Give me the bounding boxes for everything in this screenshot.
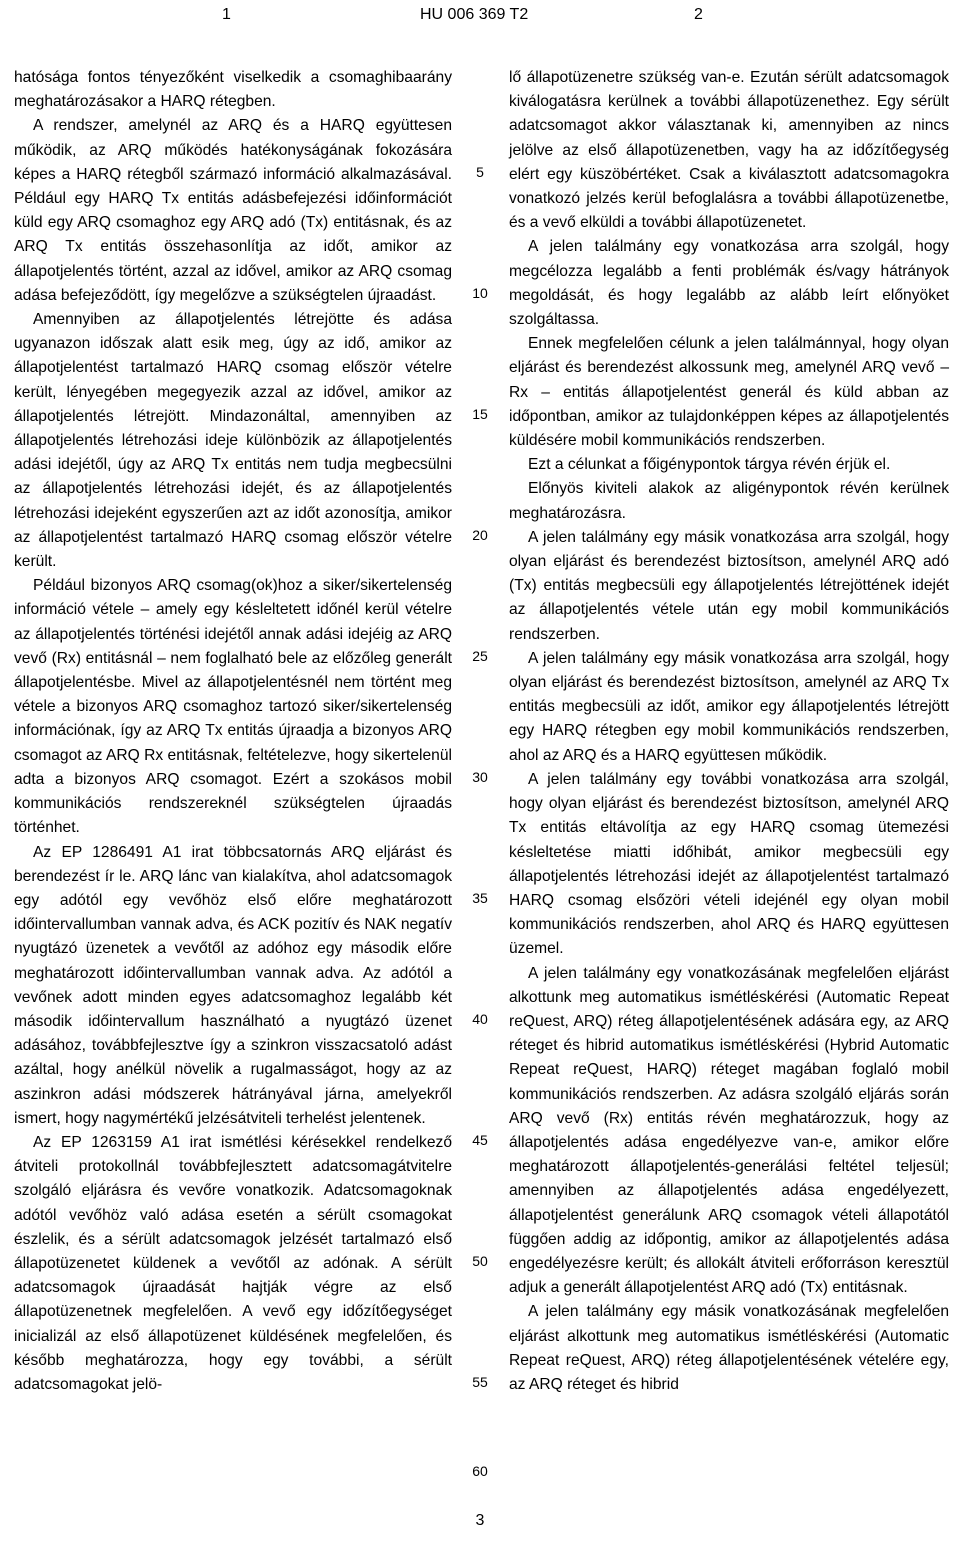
- paragraph: A jelen találmány egy másik vonatkozásának megfelelően eljárást alkottunk meg automatikus ismétléskérési (Automatic Repeat reQuest, ARQ) réteg állapotjelentésének vételére egy, az ARQ réteget és hibrid: [509, 1303, 949, 1393]
- line-number: 55: [472, 1374, 488, 1390]
- paragraph: Amennyiben az állapotjelentés létrejötte és adása ugyanazon időszak alatt esik meg, úgy az idő, amikor az állapotjelentést tartalmazó HARQ csomag először vételre került, lényegében megegyezik azzal az idővel, amikor az állapotjelentés létrejött. Mindazonáltal, amennyiben az állapotjelentés létrehozási ideje különbözik az állapotjelentés adási idejétől, úgy az ARQ Tx entitás nem tudja megbecsülni az állapotjelentés létrehozási idejét, és az állapotjelentés létrehozási idejeként egyszerűen azt az időt azonosítja, amikor az állapotjelentést tartalmazó HARQ csomag először vételre került.: [14, 311, 452, 571]
- line-number: 60: [472, 1463, 488, 1479]
- paragraph: Előnyös kiviteli alakok az aligénypontok révén kerülnek meghatározásra.: [509, 480, 949, 522]
- paragraph: A jelen találmány egy másik vonatkozása arra szolgál, hogy olyan eljárást és berendezést biztosítson, amelynél ARQ adó (Tx) entitás megbecsüli egy állapotjelentés létrejöttének idejét az állapotjelentés vétele után egy mobil kommunikációs rendszerben.: [509, 528, 949, 643]
- paragraph: Például bizonyos ARQ csomag(ok)hoz a siker/sikertelenség információ vétele – amely egy késleltetett időnél kerül vételre az állapotjelentés történési idejétől annak adási idejéig az ARQ vevő (Rx) entitásnál – nem foglalható bele az előzőleg generált állapotjelentésbe. Mivel az állapotjelentésnél nem történt meg vétele a bizonyos ARQ csomaghoz tartozó siker/sikertelenség információnak, így az ARQ Tx entitás újraadja a bizonyos ARQ csomagot az ARQ Rx entitásnak, feltételezve, hogy sikertelenül adta a bizonyos ARQ csomagot. Ezért a szokásos mobil kommunikációs rendszereknél szükségtelen újraadás történhet.: [14, 577, 452, 837]
- line-number: 10: [472, 285, 488, 301]
- line-number-gutter: [452, 0, 508, 1541]
- header-page-left: 1: [222, 6, 231, 23]
- paragraph: A jelen találmány egy másik vonatkozása arra szolgál, hogy olyan eljárást és berendezést biztosítson, amelynél az ARQ Tx entitás megbecsüli az időt, amikor egy állapotjelentés létrejött egy HARQ rétegben egy mobil kommunikációs rendszerben, ahol az ARQ és a HARQ együttesen működik.: [509, 649, 949, 764]
- line-number: 25: [472, 648, 488, 664]
- line-number: 45: [472, 1132, 488, 1148]
- paragraph: lő állapotüzenetre szükség van-e. Ezután sérült adatcsomagok kiválogatásra kerülnek a további állapotüzenethez. Egy sérült adatcsomagot akkor választanak ki, amennyiben az nincs jelölve az első állapotüzenetben, vagy ha az időzítőegység elért egy küszöbértéket. Csak a kiválasztott adatcsomagokra vonatkozó jelzés kerül befoglalásra a további állapotüzenetbe, és a vevő elküldi a további állapotüzenetet.: [509, 69, 949, 232]
- paragraph: hatósága fontos tényezőként viselkedik a csomaghibaarány meghatározásakor a HARQ rétegben.: [14, 69, 452, 111]
- paragraph: A jelen találmány egy további vonatkozása arra szolgál, hogy olyan eljárást és berendezést biztosítson, amelynél ARQ Tx entitás eltávolítja az egy HARQ csomag ütemezési késleltetése miatti időhibát, amikor megbecsüli egy állapotjelentés létrehozási idejét az állapotjelentést tartalmazó HARQ csomag elsőzöri vételi idejénél egy olyan mobil kommunikációs rendszerben, ahol ARQ és HARQ együttesen üzemel.: [509, 770, 949, 958]
- page-footer-number: 3: [475, 1512, 485, 1529]
- paragraph: Az EP 1263159 A1 irat ismétlési kérésekkel rendelkező átviteli protokollnál továbbfejlesztett adatcsomagátvitelre szolgáló eljárásra és vevőre vonatkozik. Adatcsomagoknak adótól vevőhöz való adása esetén a sérült csomagokat észlelik, és a sérült adatcsomagok jelzését tartalmazó első állapotüzenetet küldenek a vevőtől az adónak. A sérült adatcsomagok újraadását hajtják végre az első állapotüzenetnek megfelelően. A vevő egy időzítőegységet inicializál az első állapotüzenet küldésének megfelelően, és később meghatározza, hogy egy további, a sérült adatcsomagokat jelö-: [14, 1133, 452, 1393]
- line-number: 35: [472, 890, 488, 906]
- line-number: 40: [472, 1011, 488, 1027]
- paragraph: A rendszer, amelynél az ARQ és a HARQ együttesen működik, az ARQ működés hatékonyságának fokozására képes a HARQ rétegből származó információ alkalmazásával. Például egy HARQ Tx entitás adásbefejezési időinformációt küld egy ARQ csomaghoz egy ARQ adó (Tx) entitásnak, és az ARQ Tx entitás összehasonlítja az időt, amikor az állapotjelentés történt, azzal az idővel, amikor az ARQ csomag adása befejeződött, így megelőzve a szükségtelen újraadást.: [14, 117, 452, 304]
- left-column: [14, 66, 452, 1397]
- paragraph: Az EP 1286491 A1 irat többcsatornás ARQ eljárást és berendezést ír le. ARQ lánc van kialakítva, ahol adatcsomagok egy adótól egy vevőhöz első előre meghatározott időintervallumban vannak adva, és ACK pozitív és NAK negatív nyugtázó üzenetek a vevőtől az adóhoz egy második előre meghatározott időintervallumban vannak adva. Az adótól a vevőnek adott minden egyes adatcsomaghoz legalább két második időintervallum használható a nyugtázó üzenet adásához, továbbfejlesztve így a szinkron visszacsatoló adást azáltal, hogy anélkül növelik a rugalmasságot, hogy az az aszinkron adási módszerek hátrányával járna, amelyekről ismert, hogy nagymértékű jelzésátviteli terhelést jelentenek.: [14, 843, 452, 1127]
- line-number: 20: [472, 527, 488, 543]
- paragraph: Ezt a célunkat a főigénypontok tárgya révén érjük el.: [528, 456, 891, 474]
- line-number: 15: [472, 406, 488, 422]
- line-number: 30: [472, 769, 488, 785]
- line-number: 50: [472, 1253, 488, 1269]
- header-document-id: HU 006 369 T2: [420, 6, 529, 23]
- paragraph: A jelen találmány egy vonatkozása arra szolgál, hogy megcélozza legalább a fenti problémák és/vagy hátrányok megoldását, és hogy legalább az alább leírt előnyöket szolgáltassa.: [509, 238, 949, 329]
- paragraph: Ennek megfelelően célunk a jelen találmánnyal, hogy olyan eljárást és berendezést alkossunk meg, amelynél ARQ vevő – Rx – entitás állapotjelentést generál és küld abban az időpontban, amikor az tulajdonképpen képes az állapotjelentés küldésére mobil kommunikációs rendszerben.: [509, 335, 949, 450]
- right-column: [509, 66, 949, 1397]
- paragraph: A jelen találmány egy vonatkozásának megfelelően eljárást alkottunk meg automatikus ismétléskérési (Automatic Repeat reQuest, ARQ) réteg állapotjelentésének adására egy, az ARQ réteget és hibrid automatikus ismétléskérési (Hybrid Automatic Repeat reQuest, HARQ) réteget magában foglaló mobil kommunikációs rendszerben. Az adásra szolgáló eljárás során ARQ vevő (Rx) entitás révén meghatározzuk, hogy az állapotjelentés adása engedélyezve van-e, amikor előre meghatározott állapotjelentés-generálási feltétel teljesül; amennyiben az állapotjelentés adása engedélyezett, állapotjelentést generálunk ARQ csomagok vételi állapotától függően addig az időpontig, amikor az állapotjelentés adása engedélyezésre került; és allokált átviteli erőforráson keresztül adjuk a generált állapotjelentést ARQ adó (Tx) entitásnak.: [509, 964, 949, 1297]
- header-page-right: 2: [694, 6, 703, 23]
- line-number: 5: [476, 164, 484, 180]
